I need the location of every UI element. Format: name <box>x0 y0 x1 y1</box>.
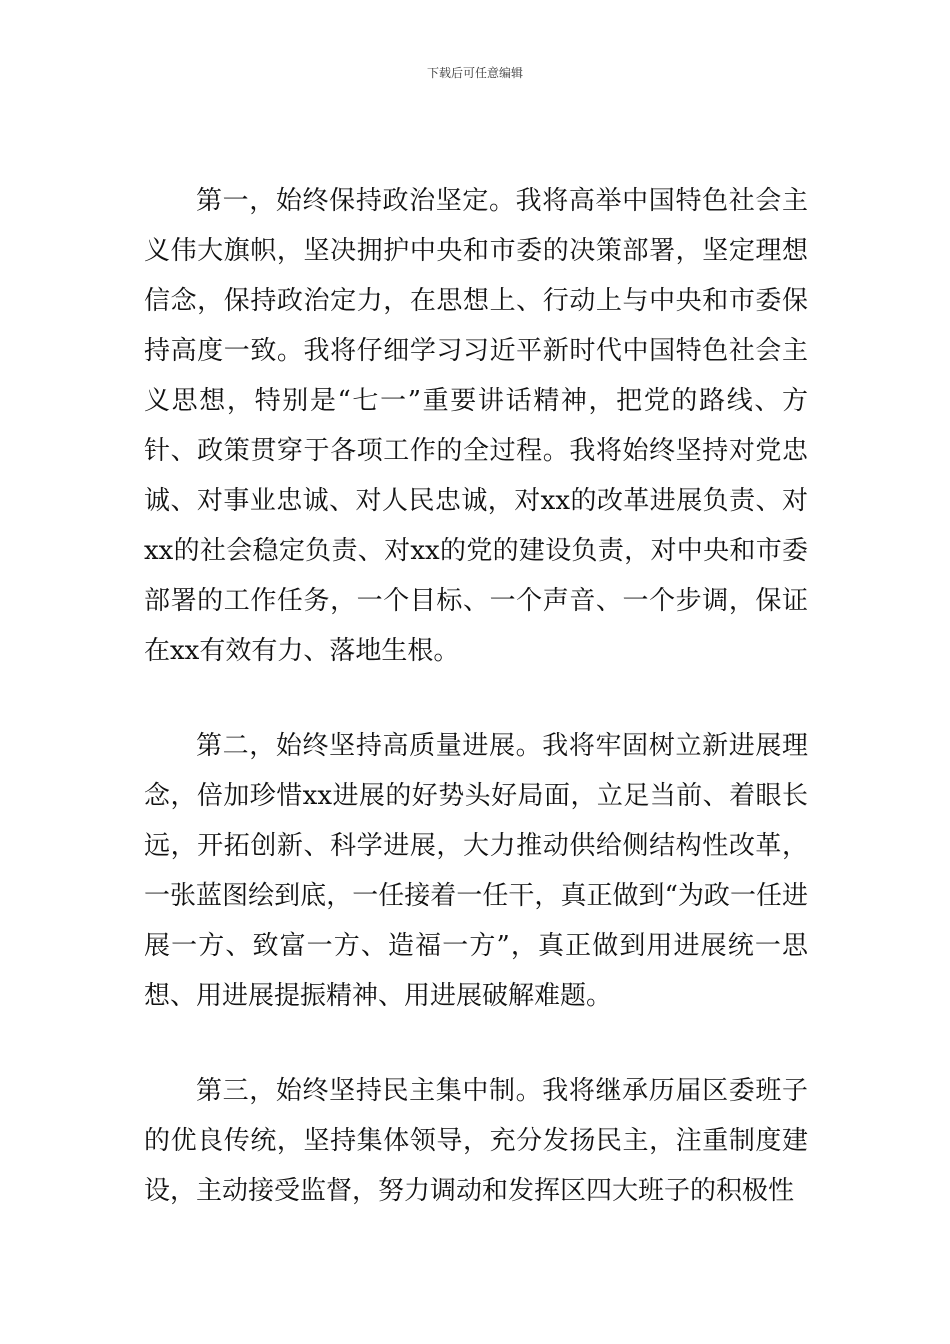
page-header: 下载后可任意编辑 <box>426 66 523 80</box>
paragraph-2: 第二，始终坚持高质量进展。我将牢固树立新进展理念，倍加珍惜xx进展的好势头好局面，立足当前、着眼长远，开拓创新、科学进展，大力推动供给侧结构性改革，一张蓝图绘到底，一任接着一任干，真正做到“为政一任进展一方、致富一方、造福一方”，真正做到用进展统一思想、用进展提振精神、用进展破解难题。 <box>144 731 808 1011</box>
paragraph-1: 第一，始终保持政治坚定。我将高举中国特色社会主义伟大旗帜，坚决拥护中央和市委的决策部署，坚定理想信念，保持政治定力，在思想上、行动上与中央和市委保持高度一致。我将仔细学习习近平新时代中国特色社会主义思想，特别是“七一”重要讲话精神，把党的路线、方针、政策贯穿于各项工作的全过程。我将始终坚持对党忠诚、对事业忠诚、对人民忠诚，对xx的改革进展负责、对xx的社会稳定负责、对xx的党的建设负责，对中央和市委部署的工作任务，一个目标、一个声音、一个步调，保证在xx有效有力、落地生根。 <box>144 186 808 666</box>
document-body <box>144 176 808 1261</box>
paragraph-3: 第三，始终坚持民主集中制。我将继承历届区委班子的优良传统，坚持集体领导，充分发扬民主，注重制度建设，主动接受监督，努力调动和发挥区四大班子的积极性 <box>144 1076 808 1206</box>
